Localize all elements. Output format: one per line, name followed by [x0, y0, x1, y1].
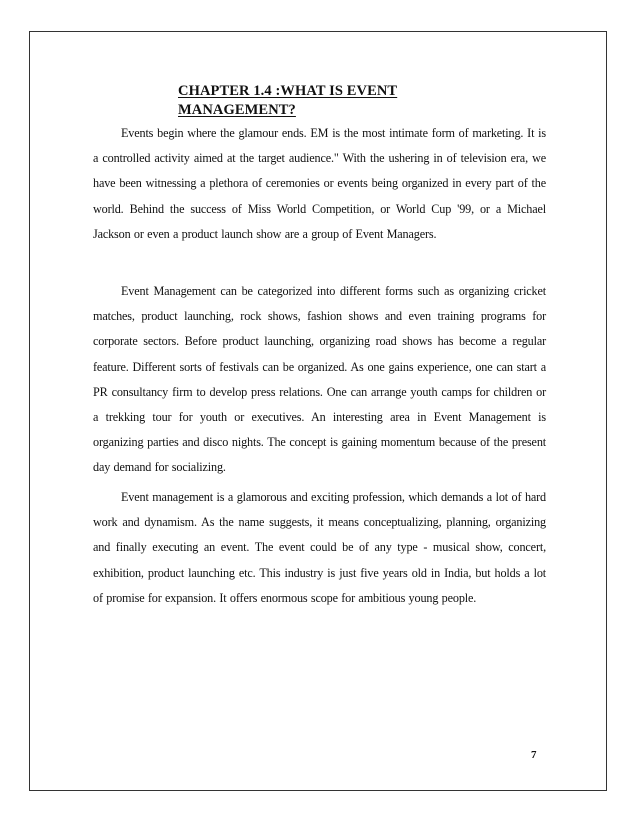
- paragraph-categories: Event Management can be categorized into different forms such as organizing cricket matches, product launching, rock shows, fashion shows and even training programs for corporate sectors. Before product launching, organizing road shows has become a regular feature. Different sorts of festivals can be organized. As one gains experience, one can start a PR consultancy firm to develop press relations. One can arrange youth camps for children or a trekking tour for youth or executives. An interesting area in Event Management is organizing parties and disco nights. The concept is gaining momentum because of the present day demand for socializing.: [93, 284, 546, 475]
- paragraph-intro: Events begin where the glamour ends. EM is the most intimate form of marketing. It is a controlled activity aimed at the target audience." With the ushering in of television era, we have been witnessing a plethora of ceremonies or events being organized in every part of the world. Behind the success of Miss World Competition, or World Cup '99, or a Michael Jackson or even a product launch show are a group of Event Managers.: [93, 126, 546, 241]
- chapter-title: CHAPTER 1.4 :WHAT IS EVENT MANAGEMENT?: [178, 82, 398, 118]
- paragraph-profession: Event management is a glamorous and exciting profession, which demands a lot of hard work and dynamism. As the name suggests, it means conceptualizing, planning, organizing and finally executing an event. The event could be of any type - musical show, concert, exhibition, product launching etc. This industry is just five years old in India, but holds a lot of promise for expansion. It offers enormous scope for ambitious young people.: [93, 490, 546, 605]
- page-number: 7: [531, 749, 537, 761]
